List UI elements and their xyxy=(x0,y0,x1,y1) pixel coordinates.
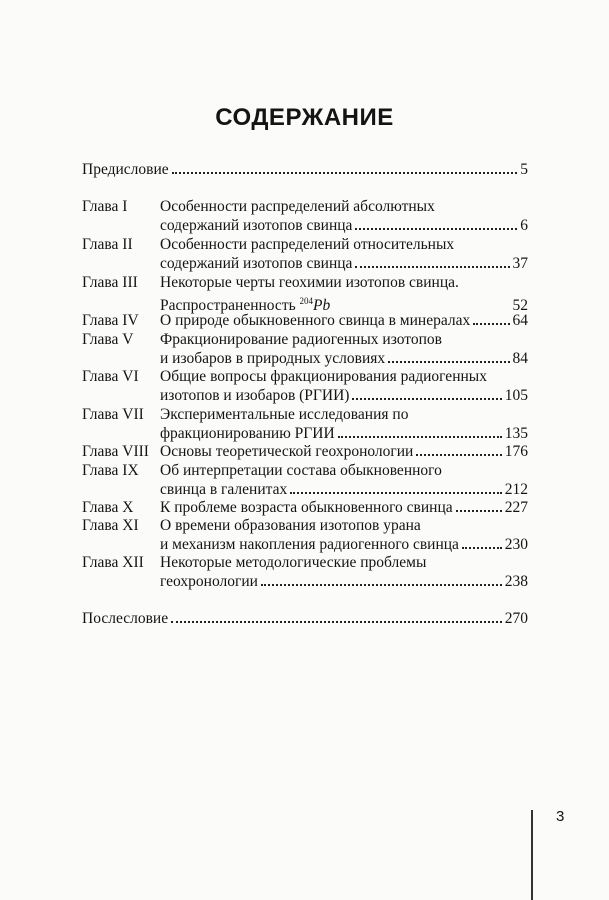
chapter-label: Глава VI xyxy=(82,368,139,385)
toc-entry-page: 270 xyxy=(504,610,528,627)
toc-entry-page: 212 xyxy=(504,481,528,498)
chapter-label: Глава XI xyxy=(82,517,139,534)
chapter-label: Глава II xyxy=(82,236,133,253)
toc-entry-title: и изобаров в природных условиях xyxy=(160,350,386,367)
leader-dots xyxy=(290,492,502,494)
toc-entry-title: Общие вопросы фракционирования радиогенных xyxy=(160,368,487,385)
chapter-label: Глава IX xyxy=(82,462,139,479)
leader-dots xyxy=(416,454,501,456)
toc-entry-preface[interactable] xyxy=(82,160,528,179)
leader-dots xyxy=(388,361,509,363)
toc-entry-chapter-2-cont[interactable] xyxy=(160,254,528,273)
toc-entry-chapter-9-cont[interactable] xyxy=(160,480,528,499)
toc-entry-chapter-7-cont[interactable] xyxy=(160,424,528,443)
leader-dots xyxy=(171,621,502,623)
page-number: 3 xyxy=(556,808,565,825)
leader-dots xyxy=(462,547,502,549)
toc-entry-page: 238 xyxy=(504,573,528,590)
toc-entry-chapter-12-cont[interactable] xyxy=(160,572,528,591)
toc-entry-title: Фракционирование радиогенных изотопов xyxy=(160,331,442,348)
toc-entry-title: геохронологии xyxy=(160,573,258,590)
toc-entry-chapter-6[interactable] xyxy=(160,367,528,386)
toc-entry-page: 84 xyxy=(512,350,528,367)
leader-dots xyxy=(456,510,502,512)
leader-dots xyxy=(355,266,509,268)
toc-entry-afterword[interactable] xyxy=(82,609,528,628)
leader-dots xyxy=(352,398,501,400)
toc-entry-page: 176 xyxy=(504,443,528,460)
leader-dots xyxy=(338,436,502,438)
chapter-label: Глава VIII xyxy=(82,443,149,460)
chapter-label: Глава IV xyxy=(82,312,139,329)
toc-entry-title: Послесловие xyxy=(82,610,169,627)
toc-entry-title: Основы теоретической геохронологии xyxy=(160,443,414,460)
toc-entry-title: свинца в галенитах xyxy=(160,481,288,498)
toc-entry-chapter-5-cont[interactable] xyxy=(160,349,528,368)
toc-entry-title: изотопов и изобаров (РГИИ) xyxy=(160,387,350,404)
toc-entry-page: 105 xyxy=(504,387,528,404)
toc-entry-title: Особенности распределений абсолютных xyxy=(160,198,435,215)
toc-entry-chapter-2[interactable] xyxy=(160,235,528,254)
toc-entry-chapter-3[interactable] xyxy=(160,273,528,292)
toc-entry-title-text: Распространенность xyxy=(160,297,296,314)
toc-entry-chapter-5[interactable] xyxy=(160,330,528,349)
isotope-mass-number: 204 xyxy=(299,296,314,306)
toc-entry-chapter-4[interactable] xyxy=(160,311,528,330)
leader-dots xyxy=(261,584,502,586)
toc-entry-page: 52 xyxy=(512,297,528,314)
chapter-label: Глава XII xyxy=(82,554,144,571)
toc-entry-page: 230 xyxy=(504,536,528,553)
toc-entry-chapter-11-cont[interactable] xyxy=(160,535,528,554)
toc-entry-chapter-7[interactable] xyxy=(160,405,528,424)
chapter-label: Глава X xyxy=(82,499,134,516)
leader-spacer xyxy=(333,308,509,310)
toc-entry-title: Экспериментальные исследования по xyxy=(160,406,409,423)
toc-entry-title: Некоторые методологические проблемы xyxy=(160,554,427,571)
toc-entry-chapter-11[interactable] xyxy=(160,516,528,535)
toc-entry-chapter-9[interactable] xyxy=(160,461,528,480)
toc-entry-title: фракционированию РГИИ xyxy=(160,425,335,442)
toc-entry-chapter-6-cont[interactable] xyxy=(160,386,528,405)
toc-entry-title: О времени образования изотопов урана xyxy=(160,517,421,534)
leader-dots xyxy=(355,228,517,230)
toc-entry-page: 6 xyxy=(520,217,528,234)
leader-dots xyxy=(172,172,518,174)
toc-entry-title: К проблеме возраста обыкновенного свинца xyxy=(160,499,453,516)
toc-entry-title: содержаний изотопов свинца xyxy=(160,255,353,272)
toc-entry-title: Предисловие xyxy=(82,161,169,178)
toc-entry-title: Некоторые черты геохимии изотопов свинца. xyxy=(160,274,459,291)
toc-entry-chapter-1-cont[interactable] xyxy=(160,216,528,235)
toc-entry-page: 135 xyxy=(504,425,528,442)
toc-entry-chapter-8[interactable] xyxy=(160,442,528,461)
toc-entry-title: и механизм накопления радиогенного свинца xyxy=(160,536,459,553)
margin-rule xyxy=(531,810,533,900)
chapter-label: Глава V xyxy=(82,331,134,348)
page-title: СОДЕРЖАНИЕ xyxy=(215,104,394,131)
chapter-label: Глава III xyxy=(82,274,138,291)
chapter-label: Глава VII xyxy=(82,406,144,423)
toc-entry-page: 37 xyxy=(512,255,528,272)
toc-entry-title: содержаний изотопов свинца xyxy=(160,217,353,234)
toc-entry-page: 5 xyxy=(520,161,528,178)
chapter-label: Глава I xyxy=(82,198,128,215)
toc-entry-page: 64 xyxy=(512,312,528,329)
element-symbol: Pb xyxy=(313,297,331,314)
toc-entry-title: Особенности распределений относительных xyxy=(160,236,455,253)
toc-entry-chapter-1[interactable] xyxy=(160,197,528,216)
toc-entry-title: Об интерпретации состава обыкновенного xyxy=(160,462,442,479)
toc-entry-chapter-10[interactable] xyxy=(160,498,528,517)
toc-entry-chapter-12[interactable] xyxy=(160,553,528,572)
leader-dots xyxy=(473,323,509,325)
toc-entry-title: О природе обыкновенного свинца в минералах xyxy=(160,312,471,329)
toc-entry-page: 227 xyxy=(504,499,528,516)
